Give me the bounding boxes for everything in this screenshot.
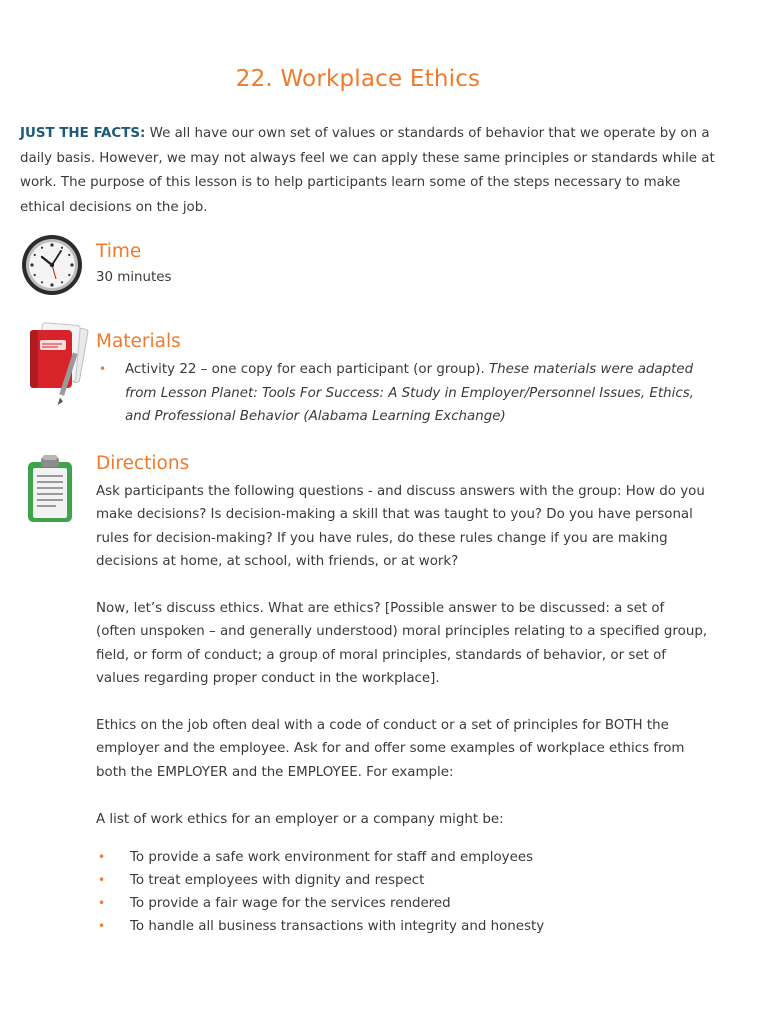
- bullet-dot: •: [98, 896, 106, 910]
- materials-item: [96, 358, 708, 429]
- notebook-pen-icon: [26, 322, 90, 408]
- page-title: 22. Workplace Ethics: [235, 66, 481, 92]
- time-value: 30 minutes: [96, 270, 172, 285]
- directions-paragraph-employer-list-intro: A list of work ethics for an employer or a company might be:: [96, 812, 504, 827]
- list-item-text: To provide a safe work environment for staff and employees: [130, 850, 534, 865]
- clipboard-icon: [26, 454, 74, 524]
- bullet-dot: •: [98, 850, 106, 864]
- materials-item-text: Activity 22 – one copy for each participant (or group).: [125, 362, 485, 377]
- directions-heading: Directions: [96, 453, 190, 474]
- bullet-dot: •: [98, 919, 106, 933]
- bullet-dot: •: [98, 873, 106, 887]
- directions-paragraph-code-of-conduct: Ethics on the job often deal with a code of conduct or a set of principles for BOTH the employer and the employee. Ask for and offer some examples of workplace ethics from both the EMPLOYER and the EMPLOYEE. For example:: [96, 718, 685, 780]
- list-item: [96, 869, 716, 892]
- bullet-dot: •: [99, 362, 107, 376]
- intro-paragraph: [20, 122, 720, 220]
- list-item-text: To handle all business transactions with integrity and honesty: [130, 919, 545, 934]
- materials-item-credit: These materials were adapted from Lesson Planet: Tools For Success: A Study in Employer/Personnel Issues, Ethics, and Professional Behavior (Alabama Learning Exchange): [125, 362, 694, 424]
- directions-paragraph-questions: Ask participants the following questions - and discuss answers with the group: How do you make decisions? Is decision-making a skill that was taught to you? Do you have personal rules for decision-making? If you have rules, do these rules change if you are making decisions at home, at school, with friends, or at work?: [96, 484, 705, 570]
- list-item: [96, 892, 716, 915]
- just-the-facts-label: JUST THE FACTS:: [20, 126, 146, 141]
- employer-ethics-list: [96, 846, 716, 938]
- time-heading: Time: [96, 241, 142, 262]
- intro-text: We all have our own set of values or standards of behavior that we operate by on a daily basis. However, we may not always feel we can apply these same principles or standards while at work. The purpose of this lesson is to help participants learn some of the steps necessary to make ethical decisions on the job.: [20, 126, 715, 215]
- list-item: [96, 846, 716, 869]
- directions-paragraph-ethics-definition: Now, let’s discuss ethics. What are ethics? [Possible answer to be discussed: a set of (often unspoken – and generally understood) moral principles relating to a specified group, field, or form of conduct; a group of moral principles, standards of behavior, or set of values regarding proper conduct in the workplace].: [96, 601, 708, 687]
- list-item-text: To provide a fair wage for the services rendered: [130, 896, 451, 911]
- clock-icon: [20, 233, 84, 297]
- list-item-text: To treat employees with dignity and respect: [130, 873, 425, 888]
- list-item: [96, 915, 716, 938]
- materials-heading: Materials: [96, 331, 181, 352]
